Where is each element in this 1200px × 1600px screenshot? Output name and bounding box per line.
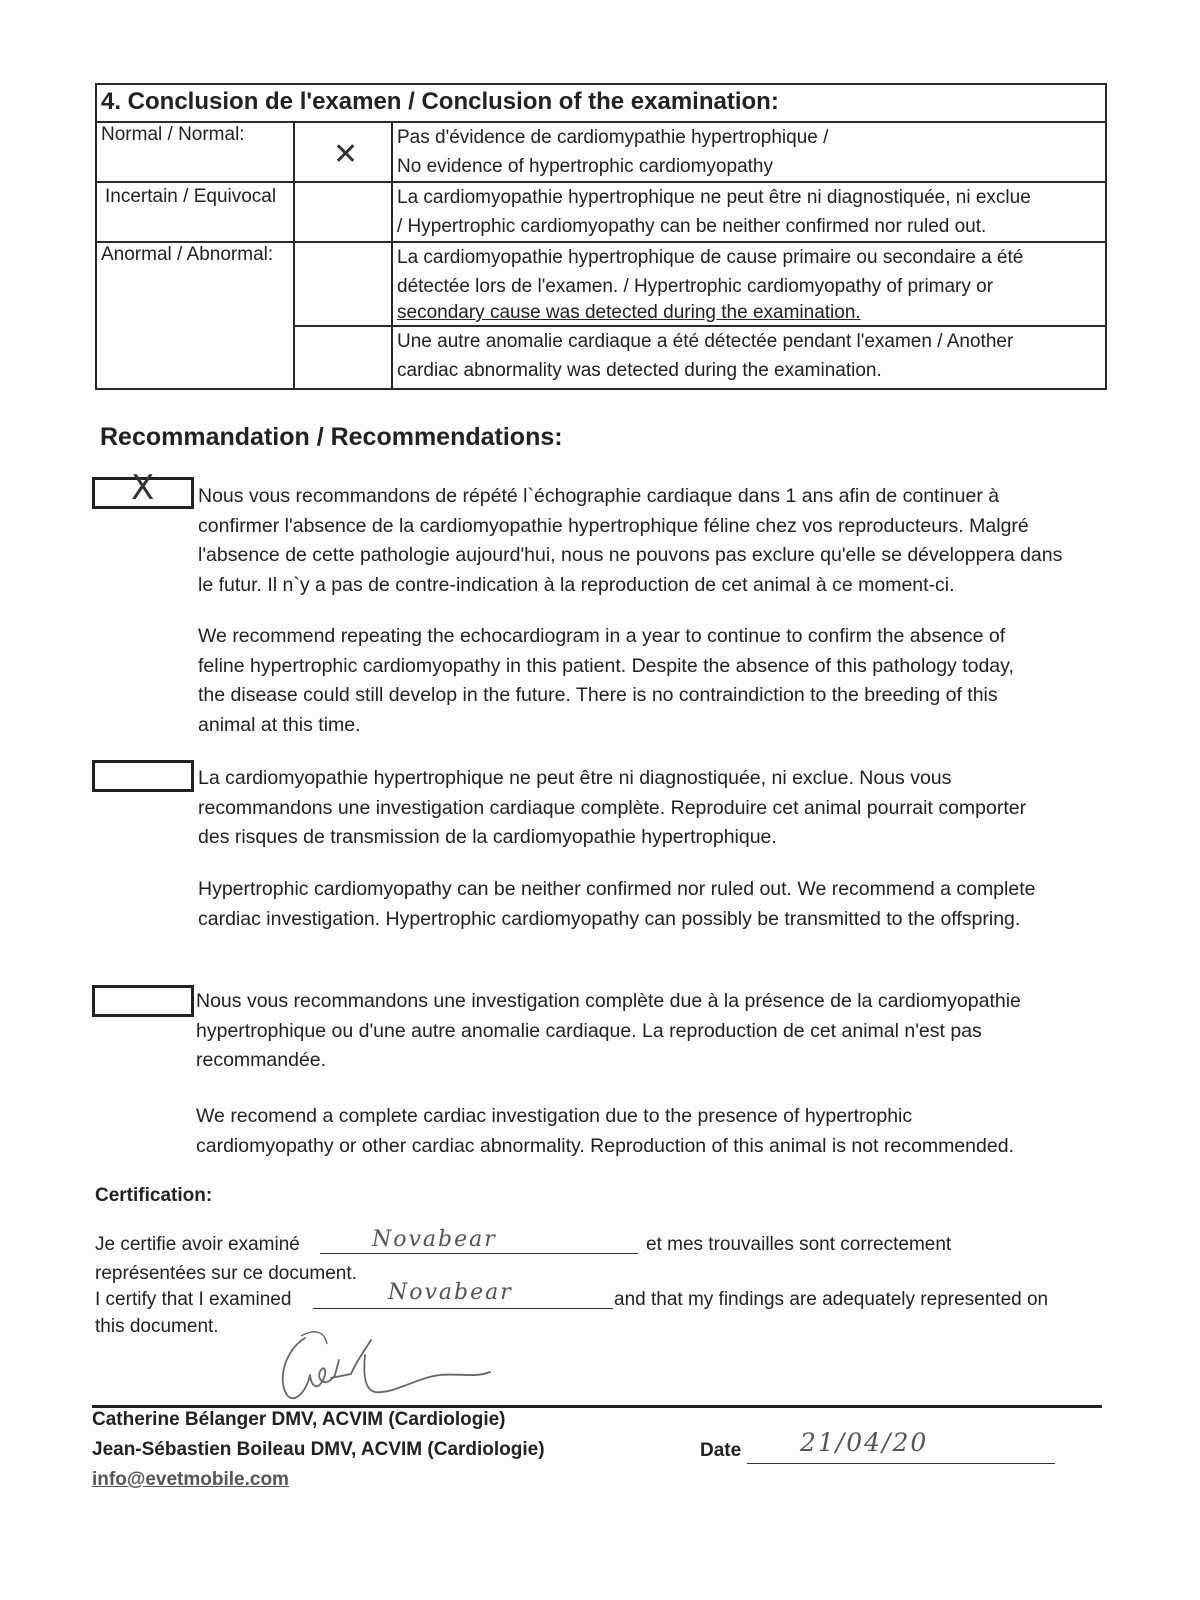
signature-line <box>92 1405 1102 1408</box>
handwritten-animal-name-en: Novabear <box>388 1280 513 1305</box>
handwritten-animal-name-fr: Novabear <box>372 1227 497 1252</box>
row-text-other-l1: Une autre anomalie cardiaque a été détectée pendant l'examen / Another <box>397 331 1014 352</box>
cert-fr-suffix: et mes trouvailles sont correctement <box>646 1234 952 1255</box>
text-line: cardiac investigation. Hypertrophic cardiomyopathy can possibly be transmitted to the offspring. <box>198 907 1021 930</box>
text-line: confirmer l'absence de la cardiomyopathie hypertrophique féline chez vos reproducteurs. Malgré <box>198 514 1029 537</box>
text-line: Nous vous recommandons une investigation complète due à la présence de la cardiomyopathie <box>196 990 1021 1012</box>
text-line: des risques de transmission de la cardiomyopathie hypertrophique. <box>198 826 777 848</box>
recommendation-1-fr <box>198 482 1062 600</box>
text-line: hypertrophique ou d'une autre anomalie cardiaque. La reproduction de cet animal n'est pas <box>196 1019 982 1042</box>
recommendations-heading: Recommandation / Recommendations: <box>100 423 563 451</box>
recommendation-2-checkbox[interactable] <box>92 760 194 792</box>
cert-fr-line2: représentées sur ce document. <box>95 1263 357 1284</box>
conclusion-table <box>95 83 1107 390</box>
row-text-normal-en: No evidence of hypertrophic cardiomyopathy <box>397 156 773 177</box>
text-line: recommandée. <box>196 1049 327 1071</box>
row-label-normal: Normal / Normal: <box>101 124 245 145</box>
row-label-abnormal: Anormal / Abnormal: <box>101 244 274 265</box>
text-line: the disease could still develop in the future. There is no contraindiction to the breeding of this <box>198 684 998 706</box>
recommendation-3-en <box>196 1102 1014 1161</box>
signatory-2: Jean-Sébastien Boileau DMV, ACVIM (Cardiologie) <box>92 1439 545 1460</box>
recommendation-2-en <box>198 875 1035 934</box>
text-line: recommandons une investigation cardiaque complète. Reproduire cet animal pourrait comporter <box>198 796 1027 819</box>
row-text-equivocal-fr: La cardiomyopathie hypertrophique ne peut être ni diagnostiquée, ni exclue <box>397 187 1031 208</box>
row-text-abnormal-l2: détectée lors de l'examen. / Hypertrophic cardiomyopathy of primary or <box>397 276 994 297</box>
text-line: le futur. Il n`y a pas de contre-indication à la reproduction de cet animal à ce moment-ci. <box>198 573 955 596</box>
text-line: We recommend repeating the echocardiogram in a year to continue to confirm the absence of <box>198 625 1006 647</box>
text-line: Nous vous recommandons de répété l`échographie cardiaque dans 1 ans afin de continuer à <box>198 485 1000 507</box>
cert-en-line2: this document. <box>95 1316 219 1337</box>
row-text-normal-fr: Pas d'évidence de cardiomypathie hypertrophique / <box>397 127 829 148</box>
table-divider <box>293 121 295 388</box>
text-line: feline hypertrophic cardiomyopathy in this patient. Despite the absence of this pathology today, <box>198 654 1014 677</box>
recommendation-3-fr <box>196 987 1021 1076</box>
animal-name-field-en[interactable] <box>313 1308 613 1309</box>
cert-fr-prefix: Je certifie avoir examiné <box>95 1234 300 1255</box>
table-divider <box>391 121 393 388</box>
recommendation-2-fr <box>198 764 1026 853</box>
row-text-abnormal-l3: secondary cause was detected during the examination. <box>397 302 861 323</box>
conclusion-title: 4. Conclusion de l'examen / Conclusion of the examination: <box>97 85 1105 123</box>
row-label-equivocal: Incertain / Equivocal <box>105 186 277 207</box>
handwritten-date: 21/04/20 <box>800 1428 929 1457</box>
cert-en-prefix: I certify that I examined <box>95 1289 292 1310</box>
x-mark-icon: ✕ <box>333 137 359 172</box>
signature-image <box>265 1320 505 1410</box>
x-mark-icon: X <box>131 468 155 508</box>
signatory-1: Catherine Bélanger DMV, ACVIM (Cardiologie) <box>92 1409 506 1430</box>
text-line: Hypertrophic cardiomyopathy can be neither confirmed nor ruled out. We recommend a complete <box>198 878 1036 900</box>
text-line: cardiomyopathy or other cardiac abnormality. Reproduction of this animal is not recommended. <box>196 1134 1014 1157</box>
text-line: La cardiomyopathie hypertrophique ne peut être ni diagnostiquée, ni exclue. Nous vous <box>198 767 952 789</box>
date-field[interactable] <box>747 1463 1055 1464</box>
row-text-abnormal-l1: La cardiomyopathie hypertrophique de cause primaire ou secondaire a été <box>397 247 1024 268</box>
recommendation-1-en <box>198 622 1014 740</box>
row-text-other-l2: cardiac abnormality was detected during the examination. <box>397 360 882 381</box>
recommendation-3-checkbox[interactable] <box>92 985 194 1017</box>
recommendation-1-checkbox[interactable] <box>92 468 194 509</box>
row-text-equivocal-en: / Hypertrophic cardiomyopathy can be neither confirmed nor ruled out. <box>397 216 987 237</box>
date-label: Date <box>700 1440 742 1461</box>
text-line: l'absence de cette pathologie aujourd'hui, nous ne pouvons pas exclure qu'elle se développera dans <box>198 544 1063 566</box>
certification-heading: Certification: <box>95 1185 213 1206</box>
text-line: We recomend a complete cardiac investigation due to the presence of hypertrophic <box>196 1105 913 1127</box>
contact-email-link[interactable]: info@evetmobile.com <box>92 1469 289 1490</box>
text-line: animal at this time. <box>198 713 361 736</box>
cert-en-suffix: and that my findings are adequately represented on <box>614 1289 1049 1310</box>
animal-name-field-fr[interactable] <box>320 1253 638 1254</box>
